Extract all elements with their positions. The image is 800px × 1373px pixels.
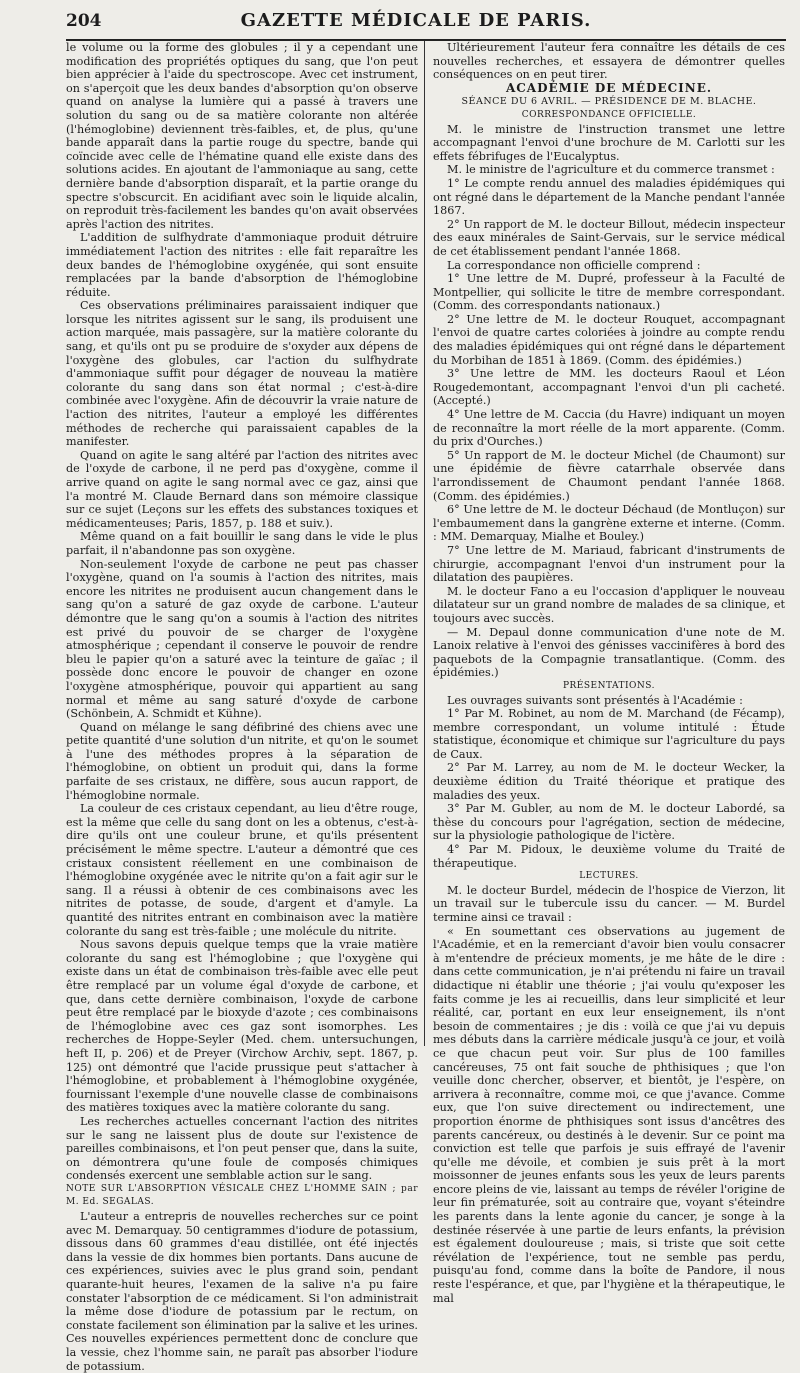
paragraph: 1° Le compte rendu annuel des maladies épidémiques qui ont régné dans le département de la Manche pendant l'année 1867.: [433, 176, 785, 218]
paragraph: Les ouvrages suivants sont présentés à l'Académie :: [447, 693, 743, 707]
paragraph: 4° Une lettre de M. Caccia (du Havre) indiquant un moyen de reconnaître la mort réelle de la mort apparente. (Comm. du prix d'Ourches.): [433, 408, 785, 449]
paragraph: 1° Par M. Robinet, au nom de M. Marchand (de Fécamp), membre correspondant, un volume intitulé : Étude statistique, économique et chimique sur l'agriculture du pays de Caux.: [433, 707, 785, 761]
paragraph: 5° Un rapport de M. le docteur Michel (de Chaumont) sur une épidémie de fièvre catarrhale observée dans l'arrondissement de Chaumont pendant l'année 1868. (Comm. des épidémies.): [433, 448, 785, 503]
journal-title: GAZETTE MÉDICALE DE PARIS.: [240, 10, 592, 31]
page-number: 204: [66, 11, 102, 31]
note-title: NOTE SUR L'ABSORPTION VÉSICALE CHEZ L'HOMME SAIN ; par M. Ed. SEGALAS.: [66, 1183, 418, 1208]
paragraph: M. le docteur Burdel, médecin de l'hospice de Vierzon, lit un travail sur le tubercule issu du cancer. — M. Burdel termine ainsi ce travail :: [433, 883, 785, 924]
paragraph: Non-seulement l'oxyde de carbone ne peut pas chasser l'oxygène, quand on l'a soumis à l'action des nitrites, mais encore les nitrites ne produisent aucun changement dans le sang qu'on a saturé de gaz oxyde de carbone. L'auteur démontre que le sang qu'on a soumis à l'action des nitrites est privé du pouvoir de se charger de l'oxygène atmosphérique ; cependant il conserve le pouvoir de rendre bleu le papier qu'on a saturé avec la teinture de gaïac ; il possède donc encore le pouvoir de changer en ozone l'oxygène atmosphérique, pouvoir qui appartient au sang normal et même au sang saturé d'oxyde de carbone (Schönbein, A. Schmidt et Kühne).: [66, 557, 418, 721]
session-title: SÉANCE DU 6 AVRIL. — PRÉSIDENCE DE M. BLACHE.: [461, 96, 757, 108]
columns: [66, 41, 786, 1373]
section-title: ACADÉMIE DE MÉDECINE.: [505, 80, 713, 95]
subsection-heading: CORRESPONDANCE OFFICIELLE.: [521, 109, 697, 120]
paragraph: 6° Une lettre de M. le docteur Déchaud (de Montluçon) sur l'embaumement dans la gangrène externe et interne. (Comm. : MM. Demarquay, Mialhe et Bouley.): [433, 503, 785, 544]
subsection-heading: LECTURES.: [579, 871, 639, 882]
subsection-heading: PRÉSENTATIONS.: [562, 680, 656, 691]
paragraph: 7° Une lettre de M. Mariaud, fabricant d'instruments de chirurgie, accompagnant l'envoi d'un instrument pour la dilatation des paupières.: [433, 543, 785, 585]
paragraph: La couleur de ces cristaux cependant, au lieu d'être rouge, est la même que celle du sang dont on les a obtenus, c'est-à-dire qu'ils ont une couleur brune, et qu'ils présentent précisément le même spectre. L'auteur a démontré que ces cristaux consistent réellement en une combinaison de l'hémoglobine oxygénée avec le nitrite qu'on a fait agir sur le sang. Il a réussi à obtenir de ces combinaisons avec les nitrites de potasse, de soude, d'argent et d'amyle. La quantité des nitrites entrant en combinaison avec la matière colorante du sang est très-faible ; une molécule du nitrite.: [66, 802, 418, 938]
paragraph: 1° Une lettre de M. Dupré, professeur à la Faculté de Montpellier, qui sollicite le titre de membre correspondant. (Comm. des correspondants nationaux.): [433, 272, 785, 313]
paragraph: Nous savons depuis quelque temps que la vraie matière colorante du sang est l'hémoglobine ; que l'oxygène qui existe dans un état de combinaison très-faible avec elle peut être remplacé par un volume égal d'oxyde de carbone, et que, dans cette dernière combinaison, l'oxyde de carbone peut être remplacé par le bioxyde d'azote ; ces combinaisons de l'hémoglobine avec ces gaz sont isomorphes. Les recherches de Hoppe-Seyler (Med. chem. untersuchungen, heft II, p. 206) et de Preyer (Virchow Archiv, sept. 1867, p. 125) ont démontré que l'acide prussique peut s'attacher à l'hémoglobine, et probablement à l'hémoglobine oxygénée, fournissant l'exemple d'une nouvelle classe de combinaisons des matières toxiques avec la matière colorante du sang.: [66, 938, 418, 1115]
paragraph: 2° Une lettre de M. le docteur Rouquet, accompagnant l'envoi de quatre cartes coloriées à joindre au compte rendu des maladies épidémiques qui ont régné dans le département du Morbihan de 1851 à 1869. (Comm. des épidémies.): [433, 312, 785, 367]
paragraph: Ces observations préliminaires paraissaient indiquer que lorsque les nitrites agissent sur le sang, ils produisent une action marquée, mais passagère, sur la matière colorante du sang, et qu'ils ont pu se produire de s'oxyder aux dépens de l'oxygène des globules, car l'action du sulfhydrate d'ammoniaque suffit pour dégager de nouveau la matière colorante du sang dans son état normal ; c'est-à-dire combinée avec l'oxygène. Afin de découvrir la vraie nature de l'action des nitrites, l'auteur a employé les différentes méthodes de recherche qui paraissaient capables de la manifester.: [66, 299, 418, 449]
paragraph: M. le docteur Fano a eu l'occasion d'appliquer le nouveau dilatateur sur un grand nombre de malades de sa clinique, et toujours avec succès.: [433, 584, 785, 625]
paragraph: La correspondance non officielle comprend :: [447, 258, 701, 272]
paragraph: Même quand on a fait bouillir le sang dans le vide le plus parfait, il n'abandonne pas son oxygène.: [66, 530, 418, 557]
paragraph: — M. Depaul donne communication d'une note de M. Lanoix relative à l'envoi des génisses vaccinifères à bord des paquebots de la Compagnie transatlantique. (Comm. des épidémies.): [433, 625, 785, 680]
paragraph: Ultérieurement l'auteur fera connaître les détails de ces nouvelles recherches, et essayera de démontrer quelles conséquences on en peut tirer.: [433, 41, 785, 82]
paragraph: L'addition de sulfhydrate d'ammoniaque produit détruire immédiatement l'action des nitrites : elle fait reparaître les deux bandes de l'hémoglobine oxygénée, qui sont ensuite remplacées par la bande d'absorption de l'hémoglobine réduite.: [66, 231, 418, 299]
paragraph: M. le ministre de l'instruction transmet une lettre accompagnant l'envoi d'une brochure de M. Carlotti sur les effets fébrifuges de l'Eucalyptus.: [433, 122, 785, 163]
paragraph: Les recherches actuelles concernant l'action des nitrites sur le sang ne laissent plus de doute sur l'existence de pareilles combinaisons, et l'on peut penser que, dans la suite, on démontrera qu'une foule de composés chimiques condensés exercent une semblable action sur le sang.: [66, 1114, 418, 1183]
paragraph: 3° Une lettre de MM. les docteurs Raoul et Léon Rougedemontant, accompagnant l'envoi d'un pli cacheté. (Accepté.): [433, 367, 785, 408]
paragraph: 2° Par M. Larrey, au nom de M. le docteur Wecker, la deuxième édition du Traité théorique et pratique des maladies des yeux.: [433, 761, 785, 802]
page-header: [66, 10, 786, 41]
paragraph: L'auteur a entrepris de nouvelles recherches sur ce point avec M. Demarquay. 50 centigrammes d'iodure de potassium, dissous dans 60 grammes d'eau distillée, ont été injectés dans la vessie de dix hommes bien portants. Dans aucune de ces expériences, suivies avec le plus grand soin, pendant quarante-huit heures, l'examen de la salive n'a pu faire constater l'absorption de ce médicament. Si l'on administrait la même dose d'iodure de potassium par le rectum, on constate facilement son élimination par la salive et les urines. Ces nouvelles expériences permettent donc de conclure que la vessie, chez l'homme sain, ne paraît pas absorber l'iodure de potassium.: [66, 1210, 418, 1373]
paragraph: le volume ou la forme des globules ; il y a cependant une modification des propriétés optiques du sang, que l'on peut bien apprécier à l'aide du spectroscope. Avec cet instrument, on s'aperçoit que les deux bandes d'absorption qu'on observe quand on analyse la lumière qui a passé à travers une solution du sang ou de sa matière colorante non altérée (l'hémoglobine) deviennent très-faibles, et, de plus, qu'une bande apparaît dans la partie rouge du spectre, bande qui coïncide avec celle de l'hématine quand elle existe dans des solutions acides. En ajoutant de l'ammoniaque au sang, cette dernière bande d'absorption disparaît, et la partie orange du spectre s'obscurcit. En acidifiant avec soin le liquide alcalin, on reproduit très-facilement les bandes qu'on avait observées après l'action des nitrites.: [66, 41, 418, 231]
paragraph: 3° Par M. Gubler, au nom de M. le docteur Labordé, sa thèse du concours pour l'agrégation, section de médecine, sur la physiologie pathologique de l'ictère.: [433, 802, 785, 843]
paragraph: 4° Par M. Pidoux, le deuxième volume du Traité de thérapeutique.: [433, 843, 785, 870]
paragraph: Quand on agite le sang altéré par l'action des nitrites avec de l'oxyde de carbone, il ne perd pas d'oxygène, comme il arrive quand on agite le sang normal avec ce gaz, ainsi que l'a montré M. Claude Bernard dans son mémoire classique sur ce sujet (Leçons sur les effets des substances toxiques et médicamenteuses; Paris, 1857, p. 188 et suiv.).: [66, 448, 418, 530]
paragraph: « En soumettant ces observations au jugement de l'Académie, et en la remerciant d'avoir bien voulu consacrer à m'entendre de précieux moments, je me hâte de le dire : dans cette communication, je n'ai prétendu ni faire un travail didactique ni établir une théorie ; j'ai voulu qu'exposer les faits comme je les ai recueillis, dans leur simplicité et leur réalité, car, portant en eux leur enseignement, ils n'ont besoin de commentaires ; je dis : voilà ce que j'ai vu depuis mes débuts dans la carrière médicale jusqu'à ce jour, et voilà ce que chacun peut voir. Sur plus de 100 familles cancéreuses, 75 ont fait souche de phthisiques ; que l'on veuille donc chercher, observer, et bientôt, je l'espère, on arrivera à reconnaître, comme moi, ce que j'avance. Comme eux, que l'on suive directement ou indirectement, une proportion énorme de phthisiques sont issus d'ancêtres des parents cancéreux, ou destinés à le devenir. Sur ce point ma conviction est telle que parfois je suis effrayé de l'avenir qu'elle me dévoile, et combien je suis prêt à la mort moissonner de jeunes enfants sous les yeux de leurs parents encore pleins de vie, laissant au temps de révéler l'origine de leur fin prématurée, soit au contraire que, voyant s'éteindre les parents dans la lente agonie du cancer, je songe à la destinée réservée à une partie de leurs enfants, la prévision est également douloureuse ; mais, si triste que soit cette révélation de l'expérience, tout ne semble pas perdu, puisqu'au fond, comme dans la boîte de Pandore, il nous reste l'espérance, et que, par l'hygiène et la thérapeutique, le mal: [433, 924, 785, 1305]
right-column: [424, 41, 785, 1305]
paragraph: Quand on mélange le sang défibriné des chiens avec une petite quantité d'une solution d'un nitrite, et qu'on le soumet à l'une des méthodes propres à la séparation de l'hémoglobine, on obtient un produit qui, dans la forme parfaite de ses cristaux, ne diffère, sous aucun rapport, de l'hémoglobine normale.: [66, 720, 418, 802]
paragraph: 2° Un rapport de M. le docteur Billout, médecin inspecteur des eaux minérales de Saint-Gervais, sur le service médical de cet établissement pendant l'année 1868.: [433, 217, 785, 258]
left-column: [66, 41, 424, 1373]
paragraph: M. le ministre de l'agriculture et du commerce transmet :: [447, 163, 775, 177]
